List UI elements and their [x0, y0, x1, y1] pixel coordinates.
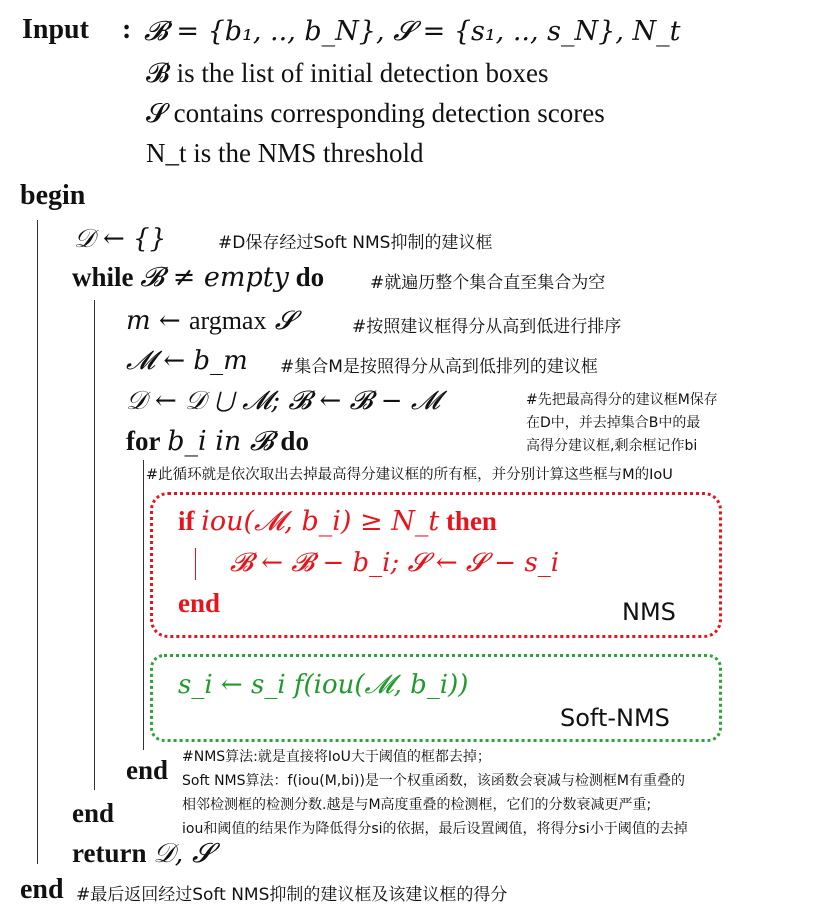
for-do-keyword: do	[280, 426, 309, 456]
while-keyword: while	[72, 262, 134, 292]
argmax-rhs: 𝓢	[266, 306, 295, 336]
union-line: 𝒟 ← 𝒟 ⋃ 𝓜; 𝓑 ← 𝓑 − 𝓜	[126, 386, 440, 416]
input-label: Input	[22, 14, 89, 45]
if-end-keyword: end	[178, 588, 221, 618]
comment-union-2: 在D中，并去掉集合B中的最	[526, 415, 701, 431]
comment-algo-4: iou和阈值的结果作为降低得分si的依据，最后设置阈值，将得分si小于阈值的去掉	[182, 821, 688, 837]
if-guide-line	[195, 548, 196, 580]
nms-assign-line: 𝓑 ← 𝓑 − b_i; 𝓢 ← 𝓢 − s_i	[230, 548, 560, 578]
comment-d-init: #D保存经过Soft NMS抑制的建议框	[218, 233, 493, 253]
then-keyword: then	[445, 506, 497, 536]
comment-algo-2: Soft NMS算法：f(iou(M,bi))是一个权重函数，该函数会衰减与检测框M有重叠的	[182, 773, 686, 789]
begin-guide-line	[37, 220, 38, 864]
begin-keyword: begin	[20, 180, 86, 211]
input-colon: :	[122, 14, 132, 45]
for-condition: b_i in 𝓑	[167, 426, 274, 457]
nms-label: NMS	[622, 598, 676, 626]
while-guide-line	[94, 300, 95, 790]
while-condition: 𝓑 ≠ empty	[140, 262, 289, 293]
comment-while: #就遍历整个集合直至集合为空	[370, 273, 606, 293]
comment-union-1: #先把最高得分的建议框M保存	[526, 392, 718, 408]
m-assign-line: 𝓜 ← b_m	[126, 346, 248, 376]
while-do-keyword: do	[295, 262, 325, 292]
input-formula: 𝓑 = {b₁, .., b_N}, 𝓢 = {s₁, .., s_N}, N_t	[144, 16, 681, 47]
argmax-operator: argmax	[188, 306, 267, 335]
comment-algo-1: #NMS算法:就是直接将IoU大于阈值的框都去掉；	[182, 749, 491, 765]
soft-assign-line: s_i ← s_i f(iou(𝓜, b_i))	[178, 670, 469, 700]
if-condition: iou(𝓜, b_i) ≥ N_t	[201, 506, 440, 537]
final-end-keyword: end	[20, 874, 64, 905]
comment-m-assign: #集合M是按照得分从高到低排列的建议框	[280, 357, 598, 377]
return-value: 𝒟, 𝓢	[153, 838, 213, 869]
input-desc-s: 𝓢 contains corresponding detection scores	[146, 98, 605, 128]
comment-argmax: #按照建议框得分从高到低进行排序	[352, 317, 622, 337]
comment-return: #最后返回经过Soft NMS抑制的建议框及该建议框的得分	[76, 885, 508, 905]
for-end-keyword: end	[126, 755, 169, 785]
for-guide-line	[143, 460, 144, 750]
comment-for-loop: #此循环就是依次取出去掉最高得分建议框的所有框，并分别计算这些框与M的IoU	[146, 467, 673, 483]
if-keyword: if	[178, 506, 195, 536]
comment-union-3: 高得分建议框,剩余框记作bi	[526, 438, 698, 454]
d-init-line: 𝒟 ← {}	[74, 224, 167, 254]
comment-algo-3: 相邻检测框的检测分数.越是与M高度重叠的检测框，它们的分数衰减更严重;	[182, 797, 652, 813]
return-keyword: return	[72, 838, 147, 868]
soft-nms-label: Soft-NMS	[560, 704, 670, 732]
argmax-lhs: m ←	[126, 306, 189, 336]
for-keyword: for	[126, 426, 161, 456]
while-end-keyword: end	[72, 798, 115, 828]
input-desc-b: 𝓑 is the list of initial detection boxes	[146, 58, 549, 88]
input-desc-nt: N_t is the NMS threshold	[146, 138, 424, 168]
